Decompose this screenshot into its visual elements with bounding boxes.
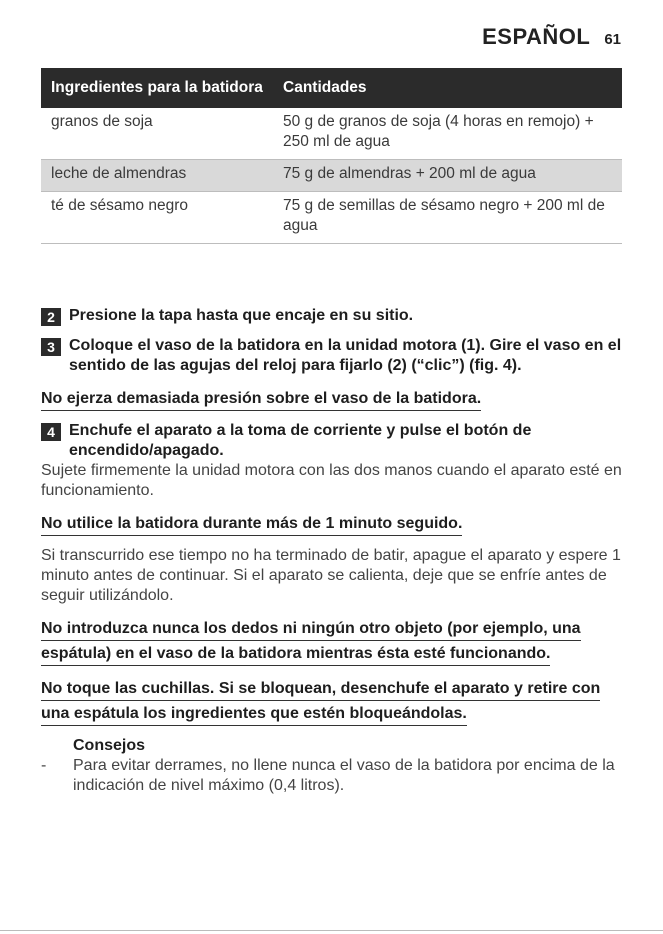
warning-pressure (41, 386, 627, 411)
step-number: 2 (41, 308, 61, 326)
warning-text: No ejerza demasiada presión sobre el vaso de la batidora. (41, 390, 481, 411)
warning-text: No introduzca nunca los dedos ni ningún otro objeto (por ejemplo, una espátula) en el vaso de la batidora mientras ésta esté funcionando. (41, 620, 581, 666)
column-header-quantities: Cantidades (273, 68, 622, 108)
quantity-cell: 75 g de almendras + 200 ml de agua (273, 160, 622, 192)
warning-text: No utilice la batidora durante más de 1 minuto seguido. (41, 515, 462, 536)
step-4 (41, 421, 627, 461)
bottom-rule (0, 930, 663, 931)
step-text: Presione la tapa hasta que encaje en su sitio. (69, 307, 414, 324)
quantity-cell: 75 g de semillas de sésamo negro + 200 ml de agua (273, 192, 622, 244)
ingredient-cell: leche de almendras (41, 160, 273, 192)
after-paragraph: Si transcurrido ese tiempo no ha terminado de batir, apague el aparato y espere 1 minuto antes de continuar. Si el aparato se calienta, deje que se enfríe antes de seguir utilizándolo. (41, 547, 621, 604)
language-heading: ESPAÑOL (482, 24, 591, 49)
step-number: 4 (41, 423, 61, 441)
table-row (41, 192, 622, 244)
step-number: 3 (41, 338, 61, 356)
ingredients-table (41, 68, 622, 244)
tips-title: Consejos (73, 737, 146, 754)
column-header-ingredients: Ingredientes para la batidora (41, 68, 273, 108)
quantity-cell: 50 g de granos de soja (4 horas en remojo) + 250 ml de agua (273, 108, 622, 160)
dash-bullet: - (41, 757, 47, 774)
step-text: Coloque el vaso de la batidora en la unidad motora (1). Gire el vaso en el sentido de las agujas del reloj para fijarlo (2) (“clic”) (fig. 4). (69, 337, 622, 374)
table-row (41, 108, 622, 160)
step-2 (41, 306, 627, 326)
tip-item (41, 756, 627, 796)
ingredient-cell: té de sésamo negro (41, 192, 273, 244)
step-3 (41, 336, 627, 376)
warning-blades (41, 676, 627, 726)
page-number: 61 (604, 31, 621, 48)
tip-text: Para evitar derrames, no llene nunca el vaso de la batidora por encima de la indicación de nivel máximo (0,4 litros). (73, 757, 615, 794)
warning-one-minute (41, 511, 627, 536)
warning-fingers (41, 616, 627, 666)
instructions (41, 306, 627, 796)
ingredient-cell: granos de soja (41, 108, 273, 160)
table-header-row (41, 68, 622, 108)
warning-text: No toque las cuchillas. Si se bloquean, desenchufe el aparato y retire con una espátula los ingredientes que estén bloqueándolas. (41, 680, 600, 726)
table-row (41, 160, 622, 192)
step-text: Enchufe el aparato a la toma de corriente y pulse el botón de encendido/apagado. (69, 422, 532, 459)
page-header (482, 24, 621, 50)
hold-paragraph: Sujete firmemente la unidad motora con las dos manos cuando el aparato esté en funcionamiento. (41, 462, 622, 499)
